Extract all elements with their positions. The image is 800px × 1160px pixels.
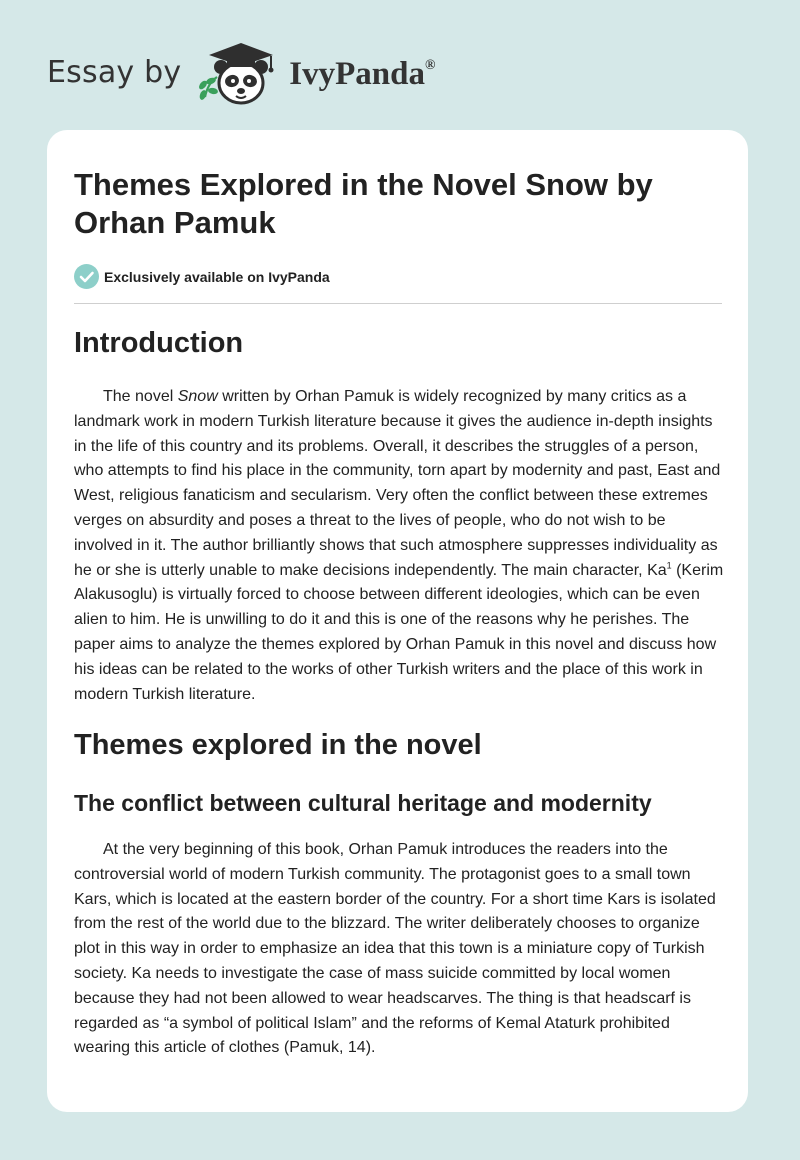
conflict-paragraph: At the very beginning of this book, Orhan Pamuk introduces the readers into the controversial world of modern Turkish community. The protagonist goes to a small town Kars, which is located at the eastern border of the country. For a short time Kars is isolated from the rest of the world due to the blizzard. The writer deliberately chooses to organize plot in this way in order to emphasize an idea that this town is a miniature copy of Turkish society. Ka needs to investigate the case of mass suicide committed by local women because they had not been allowed to wear headscarves. The thing is that headscarf is regarded as “a symbol of political Islam” and the reforms of Kemal Ataturk prohibited wearing this article of clothes (Pamuk, 14). <box>74 841 716 1057</box>
book-title: Snow <box>177 388 218 405</box>
badge-label: Exclusively available on IvyPanda <box>104 268 330 285</box>
exclusive-badge <box>74 264 330 289</box>
essay-card <box>47 130 748 1112</box>
section-heading-introduction: Introduction <box>74 327 244 359</box>
site-header <box>47 40 435 110</box>
panda-logo-icon <box>191 39 283 111</box>
footnote-marker: 1 <box>666 560 672 571</box>
check-circle-icon <box>74 264 99 289</box>
brand-name: IvyPanda® <box>289 55 436 92</box>
page-title: Themes Explored in the Novel Snow by Orhan Pamuk <box>74 167 653 240</box>
brand-prefix: Essay by <box>47 54 182 90</box>
section-heading-themes: Themes explored in the novel <box>74 729 482 761</box>
divider <box>74 303 722 304</box>
introduction-paragraph: The novel Snow written by Orhan Pamuk is widely recognized by many critics as a landmark work in modern Turkish literature because it gives the audience in-depth insights in the life of this country and its problems. Overall, it describes the struggles of a person, who attempts to find his place in the community, torn apart by modernity and past, East and West, religious fanaticism and secularism. Very often the conflict between these extremes verges on absurdity and poses a threat to the lives of people, who do not wish to be involved in it. The author brilliantly shows that such atmosphere suppresses individuality as he or she is utterly unable to make decisions independently. The main character, Ka$^1$ (Kerim Alakusoglu) is virtually forced to choose between different ideologies, which can be even alien to him. He is unwilling to do it and this is one of the reasons why he perishes. The paper aims to analyze the themes explored by Orhan Pamuk in this novel and discuss how his ideas can be related to the works of other Turkish writers and the place of this work in modern Turkish literature. <box>74 388 724 703</box>
subsection-heading-conflict: The conflict between cultural heritage and modernity <box>74 790 652 816</box>
